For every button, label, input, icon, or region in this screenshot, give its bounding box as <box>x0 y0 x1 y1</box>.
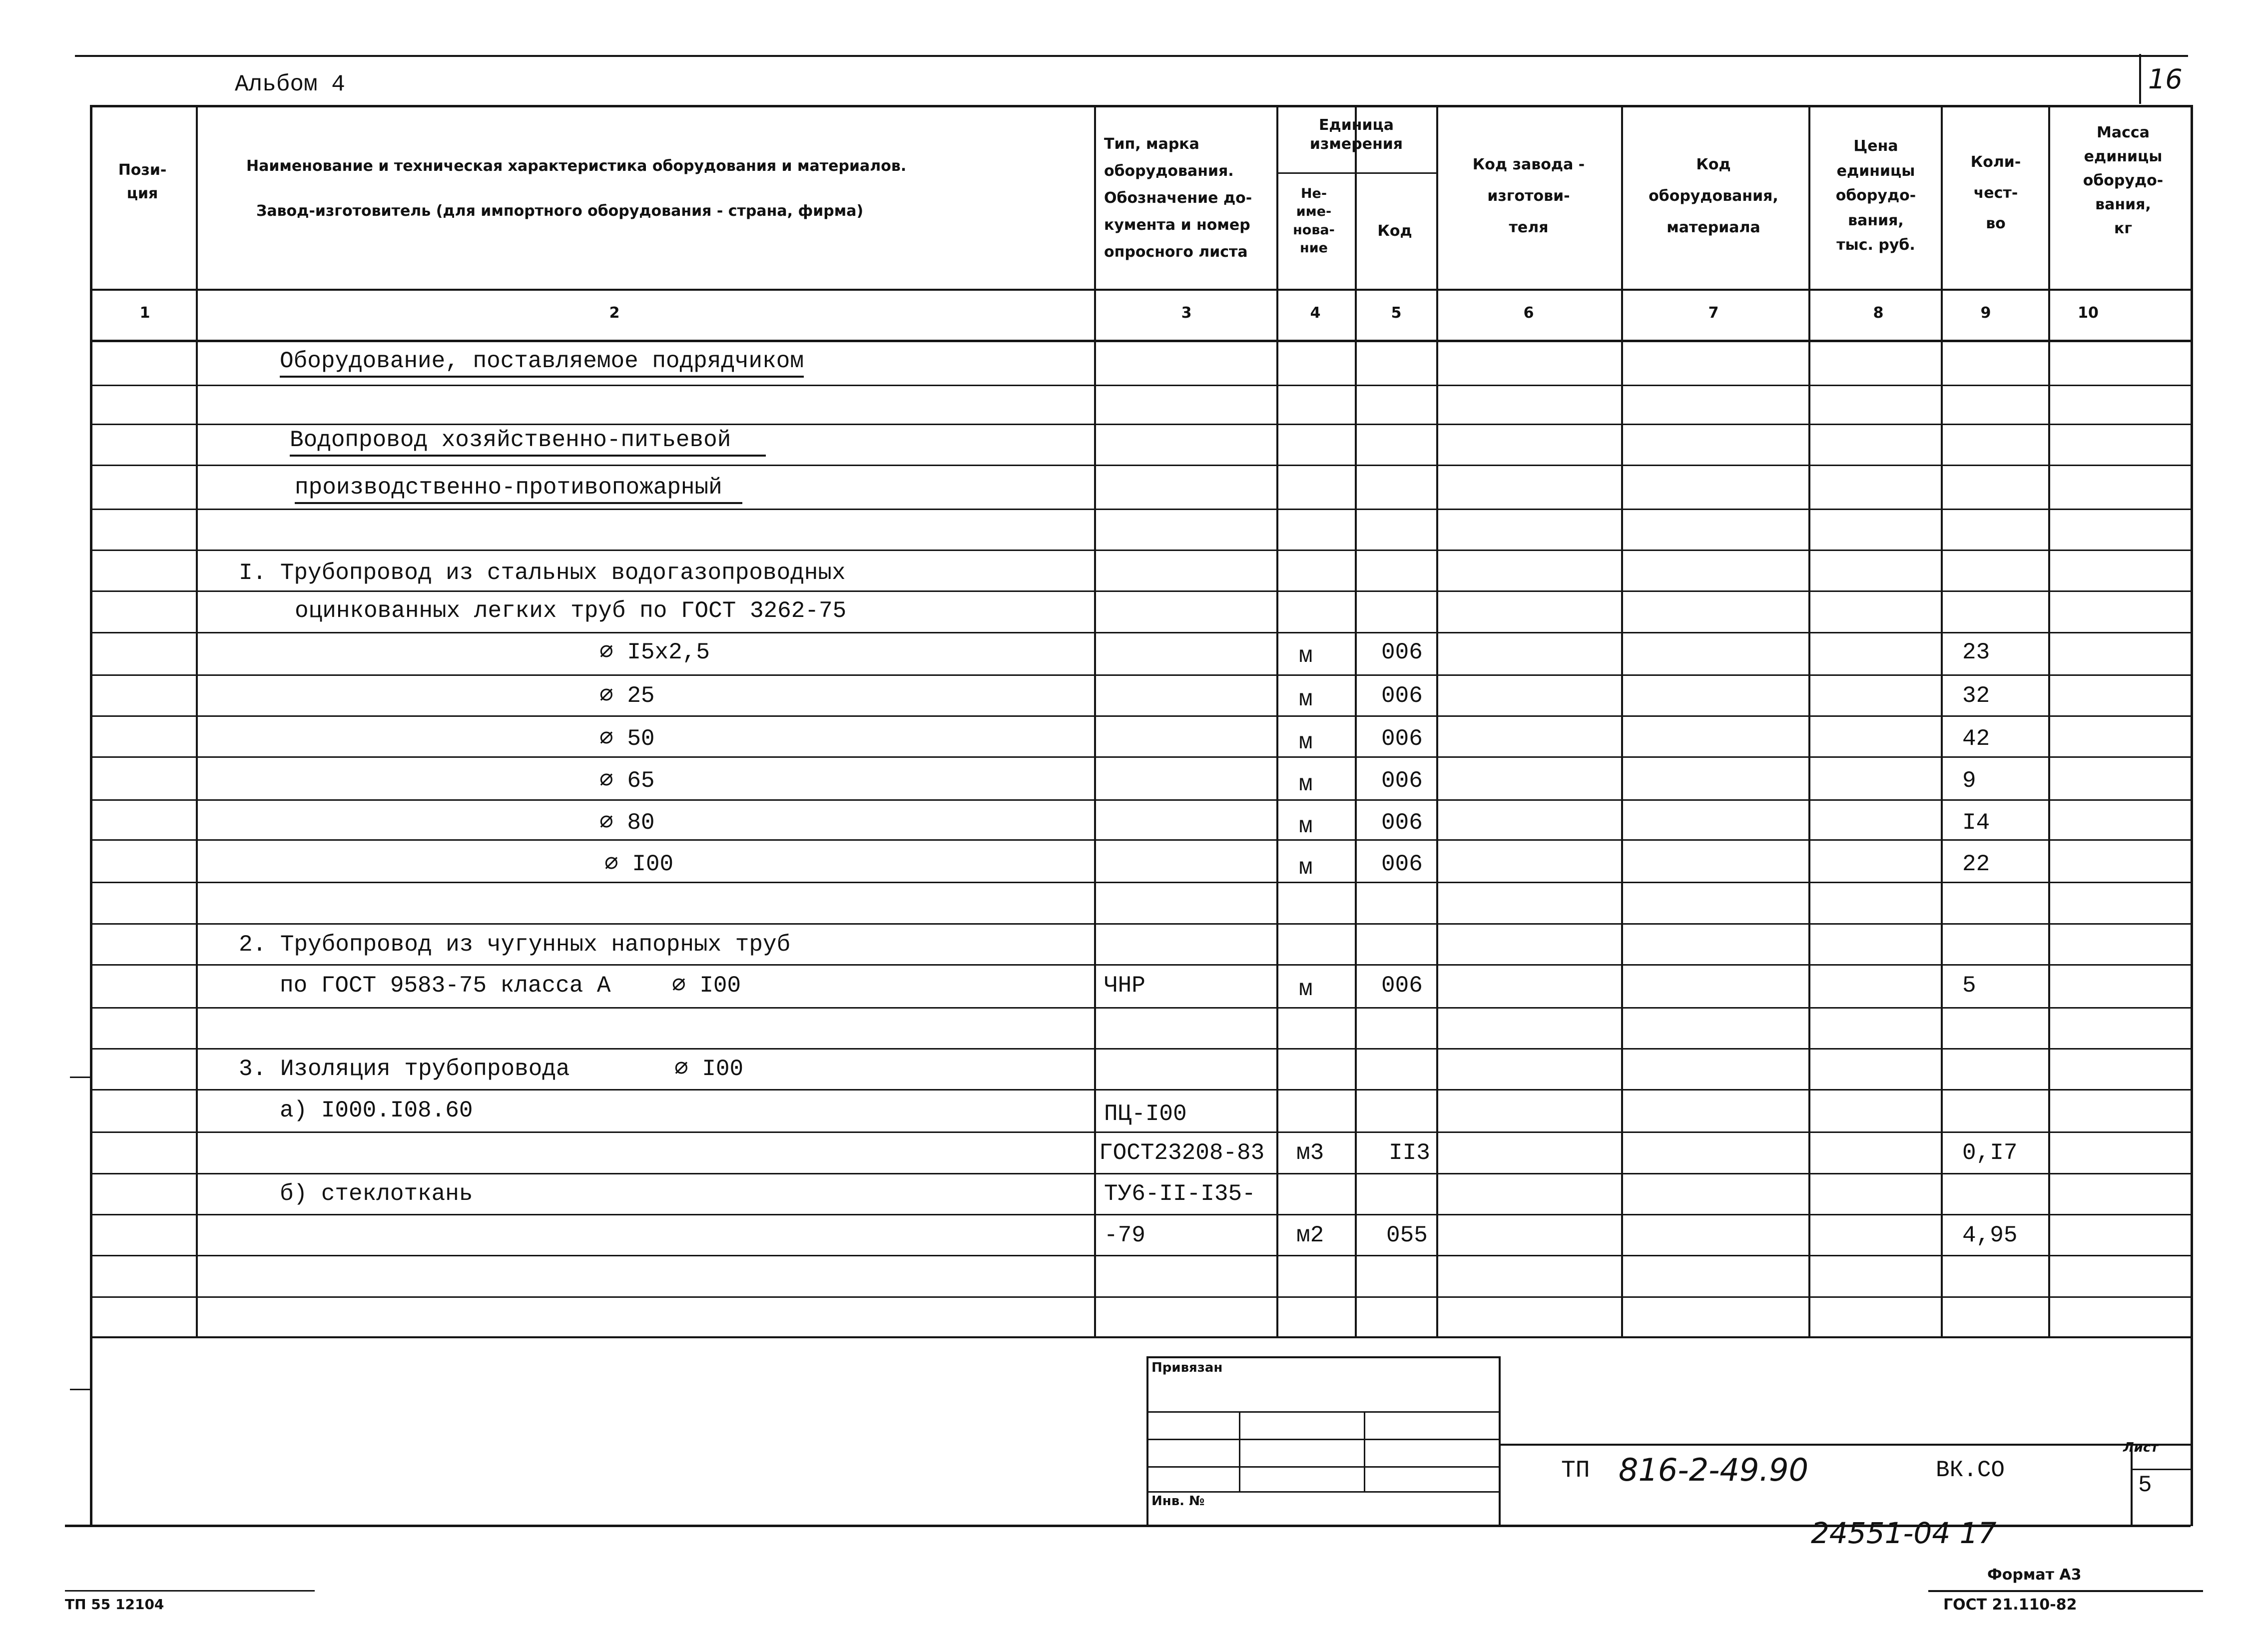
header-bottom-border <box>90 289 2191 291</box>
row-line <box>90 509 2191 510</box>
row-line <box>90 799 2191 801</box>
stamp-line <box>1239 1411 1240 1491</box>
code-row-2: 006 <box>1381 683 1423 709</box>
colnum-4: 4 <box>1310 304 1321 322</box>
row-line <box>90 674 2191 676</box>
row-line <box>90 465 2191 466</box>
header-manufacturer-code: Код завода - изготови- теля <box>1472 156 1585 236</box>
diameter-value: I00 <box>632 851 674 877</box>
unit-row-6: м <box>1299 855 1313 881</box>
diameter-value: I00 <box>702 1056 744 1082</box>
item-3b-type: ТУ6-II-I35- <box>1104 1181 1256 1207</box>
qty-row-6: 22 <box>1962 851 1990 877</box>
stamp-line <box>1364 1411 1365 1491</box>
column-line <box>2191 105 2193 1336</box>
header-price: Цена единицы оборудо- вания, тыс. руб. <box>1835 137 1916 254</box>
diameter-row-2 <box>599 684 655 707</box>
section-title-contractor: Оборудование, поставляемое подрядчиком <box>280 350 804 378</box>
item-1-line2: оцинкованных легких труб по ГОСТ 3262-75 <box>295 598 847 624</box>
diameter-row-4 <box>599 769 655 792</box>
colnum-9: 9 <box>1980 304 1991 322</box>
section-title-water-supply-1: Водопровод хозяйственно-питьевой <box>290 429 766 457</box>
row-line <box>90 1255 2191 1256</box>
frame-left-border <box>90 1336 92 1526</box>
diameter-row-5 <box>599 811 655 834</box>
row-line <box>90 715 2191 717</box>
column-line <box>1276 105 1278 1336</box>
colnum-5: 5 <box>1391 304 1402 322</box>
qty-row-1: 23 <box>1962 639 1990 665</box>
item-3a-unit: м3 <box>1296 1140 1324 1166</box>
top-rule <box>75 55 2188 57</box>
header-equipment-code: Код оборудования, материала <box>1649 156 1778 236</box>
item-2-diameter <box>672 974 741 997</box>
item-3b-name: б) стеклоткань <box>280 1181 473 1207</box>
qty-row-4: 9 <box>1962 768 1976 794</box>
standard-label: ГОСТ 21.110-82 <box>1943 1596 2077 1614</box>
code-row-5: 006 <box>1381 810 1423 836</box>
stamp-line <box>1146 1466 1499 1468</box>
diameter-symbol: ⌀ <box>599 768 613 794</box>
column-line <box>1621 105 1623 1336</box>
colnum-8: 8 <box>1873 304 1884 322</box>
item-2-unit: м <box>1299 976 1313 1002</box>
stamp-line <box>1499 1356 1501 1526</box>
row-line <box>90 590 2191 592</box>
qty-row-2: 32 <box>1962 683 1990 709</box>
row-line <box>90 882 2191 883</box>
row-line <box>90 1296 2191 1298</box>
margin-tick <box>70 1389 90 1390</box>
format-label: Формат А3 <box>1987 1566 2082 1584</box>
margin-tick <box>70 1077 90 1078</box>
diameter-row-6 <box>604 853 673 876</box>
code-row-3: 006 <box>1381 726 1423 752</box>
header-unit-name: Не- име- нова- ние <box>1293 186 1335 256</box>
column-line <box>1436 105 1438 1336</box>
qty-row-5: I4 <box>1962 810 1990 836</box>
stamp-line <box>1146 1356 1148 1526</box>
diameter-row-3 <box>599 727 655 750</box>
code-row-1: 006 <box>1381 639 1423 665</box>
page-number-corner: 16 <box>2148 63 2183 95</box>
stamp-inv-no: Инв. № <box>1151 1494 1205 1509</box>
column-line <box>1355 105 1357 1336</box>
bottom-left-rule <box>65 1590 315 1592</box>
colnum-3: 3 <box>1181 304 1192 322</box>
code-row-6: 006 <box>1381 851 1423 877</box>
diameter-symbol: ⌀ <box>599 810 613 836</box>
unit-row-4: м <box>1299 771 1313 797</box>
row-line <box>90 839 2191 841</box>
diameter-symbol: ⌀ <box>599 726 613 752</box>
diameter-symbol: ⌀ <box>604 851 618 877</box>
row-line <box>90 923 2191 925</box>
item-3b-type-line2: -79 <box>1104 1222 1145 1248</box>
item-3a-code: II3 <box>1389 1140 1430 1166</box>
header-position: Пози- ция <box>118 161 167 202</box>
stamp-sheet-label: Лист <box>2123 1440 2159 1455</box>
item-3a-type-line2: ГОСТ23208-83 <box>1099 1140 1265 1166</box>
row-line <box>90 1048 2191 1050</box>
bottom-right-rule <box>1928 1590 2203 1592</box>
row-line <box>90 424 2191 425</box>
stamp-section: ВК.СО <box>1936 1457 2005 1483</box>
diameter-symbol: ⌀ <box>674 1056 688 1082</box>
corner-tick <box>2139 54 2141 104</box>
stamp-designation: ТП <box>1561 1457 1590 1484</box>
row-line <box>90 385 2191 386</box>
diameter-symbol: ⌀ <box>599 683 613 709</box>
header-unit-group: Единица измерения <box>1309 116 1403 153</box>
handwritten-number: 24551-04 17 <box>1811 1516 1997 1550</box>
row-line <box>90 1089 2191 1091</box>
column-numbers-bottom-border <box>90 340 2191 342</box>
diameter-value: I5x2,5 <box>627 639 710 665</box>
qty-row-3: 42 <box>1962 726 1990 752</box>
row-line <box>90 1173 2191 1174</box>
stamp-line <box>1146 1439 1499 1440</box>
item-3b-code: 055 <box>1386 1222 1428 1248</box>
header-name-line1: Наименование и техническая характеристика оборудования и материалов. <box>246 157 907 175</box>
table-bottom-border <box>90 1336 2191 1338</box>
diameter-value: 65 <box>627 768 655 794</box>
column-line <box>2048 105 2050 1336</box>
stamp-line <box>1499 1444 2191 1446</box>
column-line <box>1094 105 1096 1336</box>
stamp-line <box>2131 1469 2191 1470</box>
stamp-line <box>2131 1444 2133 1526</box>
header-type: Тип, марка оборудования. Обозначение до- кумента и номер опросного листа <box>1104 135 1252 261</box>
item-2-line1: 2. Трубопровод из чугунных напорных труб <box>239 932 791 958</box>
unit-group-divider <box>1276 172 1436 174</box>
unit-row-5: м <box>1299 813 1313 839</box>
stamp-sheet-number: 5 <box>2138 1472 2152 1498</box>
colnum-6: 6 <box>1523 304 1534 322</box>
code-row-4: 006 <box>1381 768 1423 794</box>
album-label: Альбом 4 <box>235 71 345 97</box>
item-2-type: ЧНР <box>1104 973 1145 999</box>
diameter-value: 25 <box>627 683 655 709</box>
item-1-line1: I. Трубопровод из стальных водогазопроводных <box>239 560 846 586</box>
bottom-left-code: ТП 55 12104 <box>65 1596 164 1613</box>
stamp-designation-hand: 816-2-49.90 <box>1619 1452 1809 1488</box>
unit-row-1: м <box>1299 643 1313 669</box>
item-3b-unit: м2 <box>1296 1222 1324 1248</box>
header-quantity: Коли- чест- во <box>1970 153 2021 232</box>
colnum-7: 7 <box>1708 304 1719 322</box>
colnum-10: 10 <box>2078 304 2099 322</box>
stamp-privyazan: Привязан <box>1151 1360 1223 1375</box>
item-3-diameter <box>674 1058 743 1081</box>
stamp-line <box>1146 1411 1499 1413</box>
stamp-line <box>1146 1491 1499 1493</box>
row-line <box>90 756 2191 758</box>
item-2-line2: по ГОСТ 9583-75 класса А <box>280 973 611 999</box>
item-3b-qty: 4,95 <box>1962 1222 2018 1248</box>
row-line <box>90 964 2191 966</box>
row-line <box>90 632 2191 633</box>
section-title-water-supply-2: производственно-противопожарный <box>295 476 742 504</box>
item-3-line1: 3. Изоляция трубопровода <box>239 1056 570 1082</box>
item-3a-type: ПЦ-I00 <box>1104 1101 1187 1127</box>
diameter-value: 80 <box>627 810 655 836</box>
item-2-code: 006 <box>1381 973 1423 999</box>
diameter-symbol: ⌀ <box>599 639 613 665</box>
column-line <box>90 105 92 1336</box>
row-line <box>90 1131 2191 1133</box>
table-top-border <box>90 105 2191 107</box>
diameter-row-1 <box>599 641 710 664</box>
frame-right-border <box>2191 1336 2193 1526</box>
row-line <box>90 1214 2191 1215</box>
row-line <box>90 1007 2191 1009</box>
unit-row-2: м <box>1299 686 1313 712</box>
diameter-symbol: ⌀ <box>672 973 686 999</box>
header-name-line2: Завод-изготовитель (для импортного оборудования - страна, фирма) <box>256 202 864 220</box>
colnum-1: 1 <box>139 304 150 322</box>
stamp-line <box>1146 1356 1499 1358</box>
item-3a-qty: 0,I7 <box>1962 1140 2018 1166</box>
column-line <box>1808 105 1810 1336</box>
unit-row-3: м <box>1299 729 1313 755</box>
item-2-qty: 5 <box>1962 973 1976 999</box>
item-3a-name: а) I000.I08.60 <box>280 1098 473 1123</box>
row-line <box>90 550 2191 551</box>
diameter-value: I00 <box>699 973 741 999</box>
column-line <box>196 105 198 1336</box>
colnum-2: 2 <box>609 304 620 322</box>
header-mass: Масса единицы оборудо- вания, кг <box>2083 124 2164 237</box>
header-unit-code: Код <box>1377 222 1412 240</box>
column-line <box>1941 105 1943 1336</box>
diameter-value: 50 <box>627 726 655 752</box>
